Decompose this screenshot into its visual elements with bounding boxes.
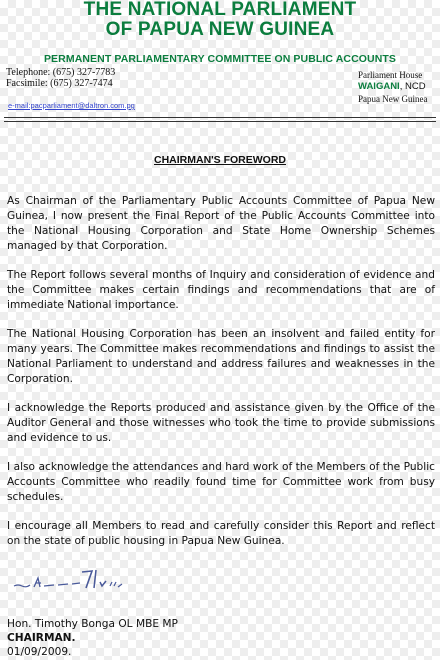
foreword-paragraph-5: I also acknowledge the attendances and hard work of the Members of the Public Accounts Committee who readily found time for Committee work from busy schedules. <box>7 461 435 503</box>
foreword-paragraph-2: The Report follows several months of Inquiry and consideration of evidence and the Committee makes certain findings and recommendations that are of immediate National importance. <box>7 269 435 311</box>
signoff-date: 01/09/2009. <box>7 646 72 658</box>
chairman-role: CHAIRMAN. <box>7 632 76 644</box>
address-ncd: , NCD <box>399 81 426 92</box>
handwritten-signature <box>10 560 150 594</box>
address-line-2 <box>358 81 434 93</box>
telephone-number: Telephone: (675) 327-7783 <box>6 67 116 78</box>
email-link[interactable]: e-mail:pacparliament@daltron.com.pg <box>8 101 135 110</box>
parliament-title-line1: THE NATIONAL PARLIAMENT <box>83 0 357 20</box>
address-waigani: WAIGANI <box>358 81 400 92</box>
committee-name: PERMANENT PARLIAMENTARY COMMITTEE ON PUBLIC ACCOUNTS <box>43 53 397 65</box>
facsimile-number: Facsimile: (675) 327-7474 <box>6 78 113 89</box>
foreword-paragraph-1: As Chairman of the Parliamentary Public Accounts Committee of Papua New Guinea, I now present the Final Report of the Public Accounts Committee into the National Housing Corporation and State Home Ownership Schemes managed by that Corporation. <box>7 195 435 252</box>
chairman-name: Hon. Timothy Bonga OL MBE MP <box>7 618 178 630</box>
postal-address <box>358 69 434 105</box>
parliament-title-line2: OF PAPUA NEW GUINEA <box>105 19 335 40</box>
foreword-paragraph-4: I acknowledge the Reports produced and assistance given by the Office of the Auditor General and those witnesses who took the time to provide submissions and evidence to us. <box>7 402 435 444</box>
header-divider-top <box>4 117 436 118</box>
foreword-paragraph-3: The National Housing Corporation has been an insolvent and failed entity for many years. The Committee makes recommendations and findings to assist the National Parliament to understand and address failures and weaknesses in the Corporation. <box>7 328 435 385</box>
header-divider-bottom <box>4 121 436 122</box>
foreword-heading: CHAIRMAN'S FOREWORD <box>154 154 286 166</box>
foreword-paragraph-6: I encourage all Members to read and carefully consider this Report and reflect on the state of public housing in Papua New Guinea. <box>7 520 435 547</box>
signoff-block <box>7 617 178 659</box>
address-line-1: Parliament House <box>358 70 423 80</box>
contact-numbers <box>6 67 115 89</box>
address-line-3: Papua New Guinea <box>358 94 428 104</box>
